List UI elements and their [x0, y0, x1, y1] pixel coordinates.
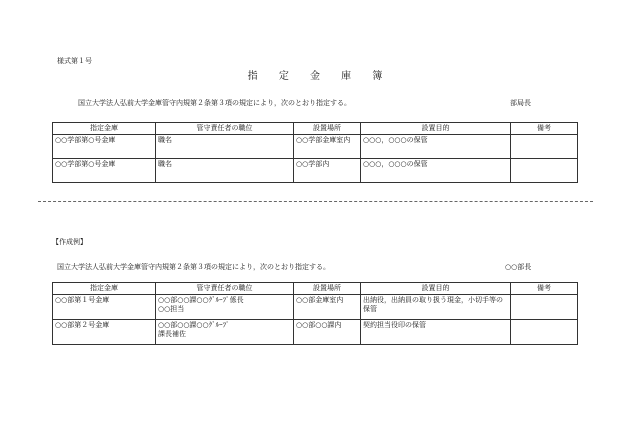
header-designated-safe: 指定金庫 [53, 123, 156, 135]
cell-purpose: ○○○，○○○の保管 [361, 159, 511, 183]
cell-location: ○○学部内 [294, 159, 361, 183]
table-row [53, 320, 578, 345]
section-divider [38, 201, 593, 202]
example-signer: ○○部長 [505, 263, 532, 271]
cell-remarks [511, 320, 578, 345]
cell-location: ○○部金庫室内 [294, 295, 361, 320]
template-signer: 部局長 [510, 99, 531, 107]
designated-safe-table-example [52, 282, 578, 345]
cell-remarks [511, 295, 578, 320]
cell-designated-safe: ○○学部第○号金庫 [53, 159, 156, 183]
table-header-row [53, 283, 578, 295]
document-title: 指 定 金 庫 簿 [247, 71, 392, 82]
cell-custodian-position: 職名 [156, 159, 294, 183]
table-row [53, 159, 578, 183]
header-custodian-position: 管守責任者の職位 [156, 283, 294, 295]
designated-safe-table-template [52, 122, 578, 183]
cell-remarks [511, 135, 578, 159]
example-label: 【作成例】 [52, 238, 87, 246]
header-remarks: 備考 [511, 123, 578, 135]
table-header-row [53, 123, 578, 135]
cell-location: ○○部○○課内 [294, 320, 361, 345]
cell-custodian-position: 職名 [156, 135, 294, 159]
cell-location: ○○学部金庫室内 [294, 135, 361, 159]
cell-purpose: 出納役，出納員の取り扱う現金，小切手等の保管 [361, 295, 511, 320]
cell-custodian-position: ○○部○○課○○ｸﾞﾙｰﾌﾟ 課長補佐 [156, 320, 294, 345]
cell-remarks [511, 159, 578, 183]
cell-designated-safe: ○○部第１号金庫 [53, 295, 156, 320]
table-row [53, 295, 578, 320]
header-designated-safe: 指定金庫 [53, 283, 156, 295]
cell-designated-safe: ○○学部第○号金庫 [53, 135, 156, 159]
cell-purpose: ○○○，○○○の保管 [361, 135, 511, 159]
template-statement: 国立大学法人弘前大学金庫管守内規第２条第３項の規定により，次のとおり指定する。 [78, 99, 351, 107]
form-number: 様式第１号 [57, 57, 92, 65]
cell-purpose: 契約担当役印の保管 [361, 320, 511, 345]
header-purpose: 設置目的 [361, 123, 511, 135]
cell-custodian-position: ○○部○○課○○ｸﾞﾙｰﾌﾟ係長 ○○担当 [156, 295, 294, 320]
header-custodian-position: 管守責任者の職位 [156, 123, 294, 135]
header-remarks: 備考 [511, 283, 578, 295]
table-row [53, 135, 578, 159]
cell-designated-safe: ○○部第２号金庫 [53, 320, 156, 345]
example-statement: 国立大学法人弘前大学金庫管守内規第２条第３項の規定により，次のとおり指定する。 [57, 263, 330, 271]
header-purpose: 設置目的 [361, 283, 511, 295]
header-location: 設置場所 [294, 123, 361, 135]
header-location: 設置場所 [294, 283, 361, 295]
